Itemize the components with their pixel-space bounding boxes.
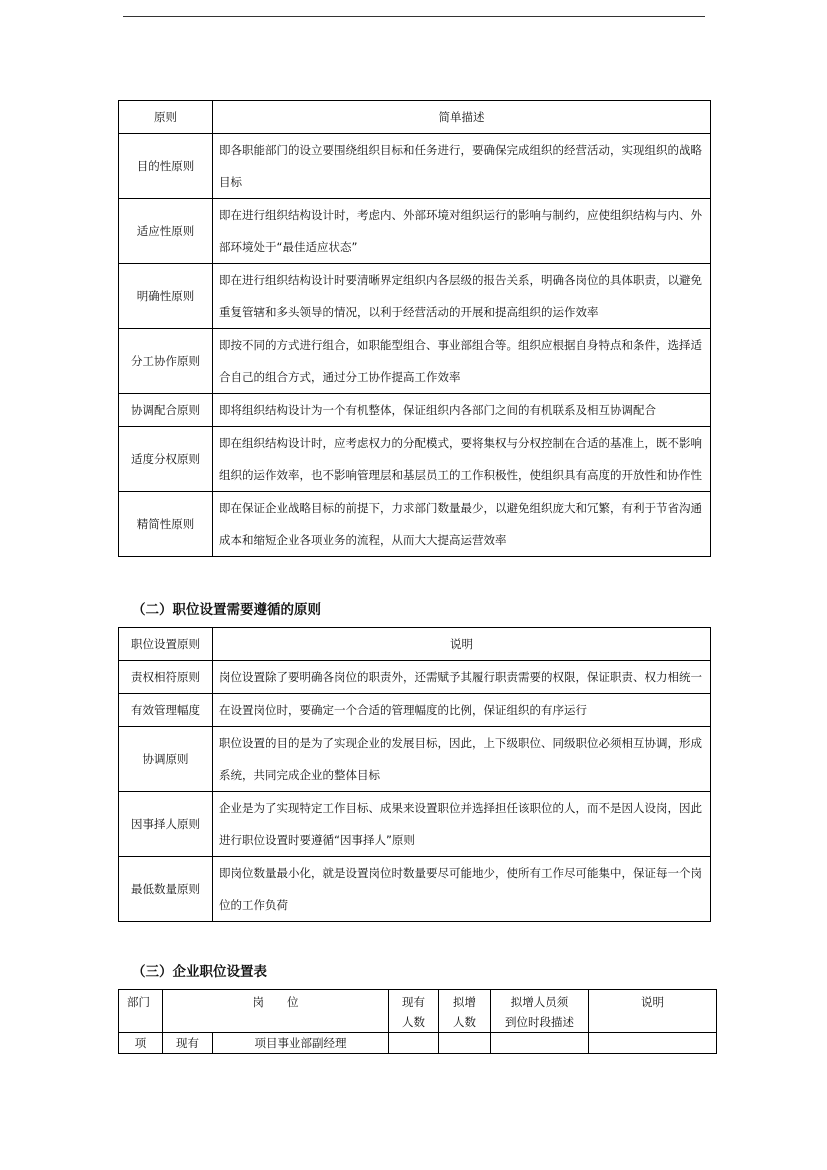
header-position: 岗 位 [163, 990, 389, 1033]
principle-name: 目的性原则 [119, 134, 213, 199]
cell-planned [439, 1033, 491, 1054]
principle-desc: 即在进行组织结构设计时，考虑内、外部环境对组织运行的影响与制约，应使组织结构与内、外部环境处于“最佳适应状态” [213, 199, 711, 264]
principle-desc: 即岗位数量最小化，就是设置岗位时数量要尽可能地少，使所有工作尽可能集中，保证每一个岗位的工作负荷 [213, 857, 711, 922]
table-header-row [119, 101, 711, 134]
header-principle: 职位设置原则 [119, 628, 213, 661]
cell-current [389, 1033, 439, 1054]
header-principle: 原则 [119, 101, 213, 134]
table-row [119, 264, 711, 329]
cell-status: 现有 [163, 1033, 213, 1054]
section-title-position-principles: （二）职位设置需要遵循的原则 [132, 602, 321, 618]
header-current-line2: 人数 [402, 1015, 425, 1029]
table-row [119, 427, 711, 492]
principle-desc: 即在保证企业战略目标的前提下，力求部门数量最少，以避免组织庞大和冗繁，有利于节省沟通成本和缩短企业各项业务的流程，从而大大提高运营效率 [213, 492, 711, 557]
page-header-rule [123, 16, 705, 17]
table-row [119, 329, 711, 394]
principle-name: 精简性原则 [119, 492, 213, 557]
principle-name: 最低数量原则 [119, 857, 213, 922]
principle-name: 因事择人原则 [119, 792, 213, 857]
principle-name: 有效管理幅度 [119, 694, 213, 727]
position-principles-table [118, 627, 711, 922]
table-row [119, 661, 711, 694]
table-header-row [119, 628, 711, 661]
table-row [119, 857, 711, 922]
principle-desc: 职位设置的目的是为了实现企业的发展目标，因此，上下级职位、同级职位必须相互协调，形成系统，共同完成企业的整体目标 [213, 727, 711, 792]
header-description: 说明 [213, 628, 711, 661]
principle-name: 协调配合原则 [119, 394, 213, 427]
table-row [119, 792, 711, 857]
cell-timing [491, 1033, 589, 1054]
cell-dept: 项 [119, 1033, 163, 1054]
principle-name: 适应性原则 [119, 199, 213, 264]
header-note: 说明 [589, 990, 717, 1033]
table-row [119, 199, 711, 264]
principle-desc: 即按不同的方式进行组合，如职能型组合、事业部组合等。组织应根据自身特点和条件，选择适合自己的组合方式，通过分工协作提高工作效率 [213, 329, 711, 394]
principle-name: 分工协作原则 [119, 329, 213, 394]
header-planned-line2: 人数 [453, 1015, 476, 1029]
principle-desc: 企业是为了实现特定工作目标、成果来设置职位并选择担任该职位的人，而不是因人设岗，因此进行职位设置时要遵循“因事择人”原则 [213, 792, 711, 857]
header-timing [491, 990, 589, 1033]
principle-name: 明确性原则 [119, 264, 213, 329]
header-timing-line1: 拟增人员须 [510, 995, 569, 1009]
org-principles-table [118, 100, 711, 557]
principle-desc: 即将组织结构设计为一个有机整体，保证组织内各部门之间的有机联系及相互协调配合 [213, 394, 711, 427]
table-row [119, 394, 711, 427]
table-row [119, 727, 711, 792]
table-row [119, 694, 711, 727]
principle-desc: 即各职能部门的设立要围绕组织目标和任务进行，要确保完成组织的经营活动，实现组织的战略目标 [213, 134, 711, 199]
header-planned-count [439, 990, 491, 1033]
principle-desc: 在设置岗位时，要确定一个合适的管理幅度的比例，保证组织的有序运行 [213, 694, 711, 727]
principle-desc: 即在进行组织结构设计时要清晰界定组织内各层级的报告关系，明确各岗位的具体职责，以避免重复管辖和多头领导的情况，以利于经营活动的开展和提高组织的运作效率 [213, 264, 711, 329]
principle-name: 适度分权原则 [119, 427, 213, 492]
principle-desc: 即在组织结构设计时，应考虑权力的分配模式，要将集权与分权控制在合适的基准上，既不影响组织的运作效率，也不影响管理层和基层员工的工作积极性，使组织具有高度的开放性和协作性 [213, 427, 711, 492]
header-dept: 部门 [119, 990, 163, 1033]
principle-desc: 岗位设置除了要明确各岗位的职责外，还需赋予其履行职责需要的权限，保证职责、权力相统一 [213, 661, 711, 694]
cell-position: 项目事业部副经理 [213, 1033, 389, 1054]
principle-name: 协调原则 [119, 727, 213, 792]
section-title-position-table: （三）企业职位设置表 [132, 964, 267, 980]
table-row [119, 134, 711, 199]
header-current-line1: 现有 [402, 995, 425, 1009]
header-timing-line2: 到位时段描述 [505, 1015, 574, 1029]
table-row [119, 1033, 717, 1054]
principle-name: 责权相符原则 [119, 661, 213, 694]
table-row [119, 492, 711, 557]
header-description: 简单描述 [213, 101, 711, 134]
cell-note [589, 1033, 717, 1054]
header-planned-line1: 拟增 [453, 995, 476, 1009]
header-current-count [389, 990, 439, 1033]
position-setup-table [118, 989, 717, 1054]
table-header-row [119, 990, 717, 1033]
